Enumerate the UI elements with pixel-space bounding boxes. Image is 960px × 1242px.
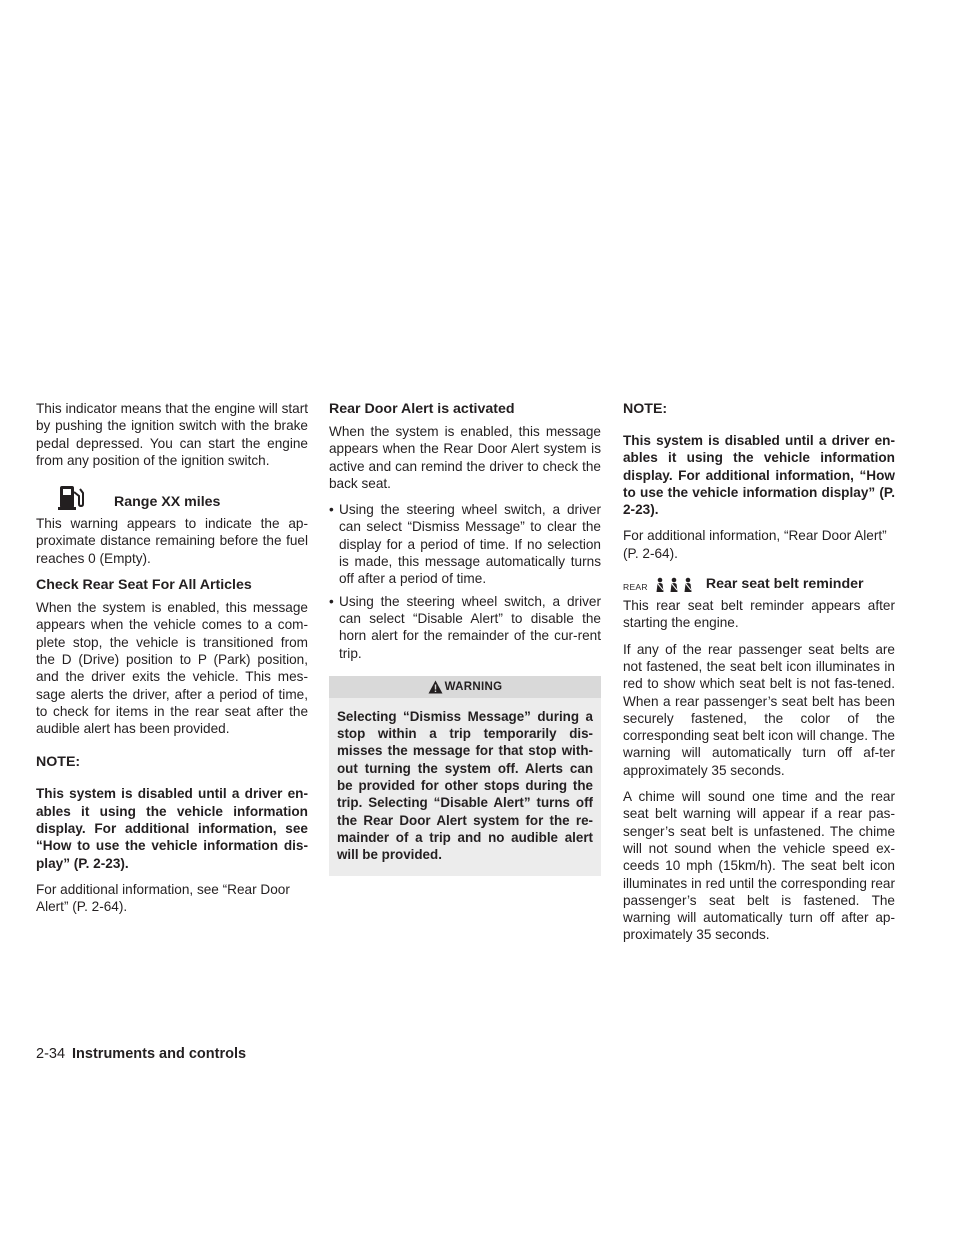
warning-triangle-icon: [428, 680, 443, 694]
reminder-paragraph-3: A chime will sound one time and the rear seat belt warning will appear if a rear pas-senger’s seat belt is unfastened. The chime will not sound when the vehicle speed ex-ceeds 10 mph (15km/h). The seat belt icon illuminates in red until the corresponding rear passenger’s seat belt is fastened. The warning will automatically turn off after ap-proximately 35 seconds.: [623, 789, 895, 943]
note-paragraph: For additional information, “Rear Door Alert” (P. 2-64).: [623, 528, 887, 561]
seatbelt-person-icon: [654, 577, 696, 593]
range-title: Range XX miles: [114, 494, 221, 511]
rear-door-alert-paragraph: When the system is enabled, this message appears when the Rear Door Alert system is active and can remind the driver to check the back seat.: [329, 424, 601, 491]
list-item: • Using the steering wheel switch, a driver can select “Dismiss Message” to clear the display for a period of time. If no selection is made, this message automatically turns off after a period of time.: [329, 501, 601, 587]
rear-door-alert-heading: Rear Door Alert is activated: [329, 401, 515, 417]
intro-paragraph: This indicator means that the engine will start by pushing the ignition switch with the brake pedal depressed. You can start the engine from any position of the ignition switch.: [36, 401, 309, 468]
fuel-pump-icon: [58, 483, 84, 511]
list-item: • Using the steering wheel switch, a driver can select “Disable Alert” to disable the horn alert for the remainder of the cur-rent trip.: [329, 593, 601, 662]
warning-text: Selecting “Dismiss Message” during a stop within a trip temporarily dis-misses the message for that stop with-out turning the system off. Alerts can be provided for other stops during the trip. Selecting “Disable Alert” turns off the Rear Door Alert system for the re-mainder of a trip and no audible alert will be provided.: [337, 708, 593, 863]
rear-icon-label: REAR: [623, 582, 648, 593]
warning-body: [329, 698, 601, 876]
reminder-paragraph-1: This rear seat belt reminder appears after starting the engine.: [623, 598, 895, 631]
check-rear-seat-heading: Check Rear Seat For All Articles: [36, 577, 252, 594]
column-middle: [329, 400, 601, 876]
range-heading: [36, 483, 308, 511]
rear-door-alert-list: [329, 501, 601, 662]
note-bold-paragraph: This system is disabled until a driver en-ables it using the vehicle information display. For additional information, see “How to use the vehicle information dis-play” (P. 2-23).: [36, 786, 308, 871]
rear-seatbelt-icon-group: [623, 573, 696, 593]
page-footer: [36, 1046, 246, 1062]
reminder-paragraph-2: If any of the rear passenger seat belts are not fastened, the seat belt icon illuminates in red to show which seat belt is not fas-tened. When a rear passenger’s seat belt has been securely fastened, the color of the corresponding seat belt icon will change. The warning will automatically turn off af-ter approximately 35 seconds.: [623, 641, 895, 778]
note-label: NOTE:: [36, 754, 81, 771]
column-right: [623, 400, 895, 953]
range-paragraph: This warning appears to indicate the ap-proximate distance remaining before the fuel reaches 0 (Empty).: [36, 516, 308, 566]
section-title: Instruments and controls: [72, 1046, 247, 1062]
warning-label: WARNING: [444, 680, 503, 693]
warning-header: [329, 676, 601, 698]
note-bold-paragraph: This system is disabled until a driver en-ables it using the vehicle information display. For additional information, “How to use the vehicle information display” (P. 2-23).: [623, 433, 895, 518]
note-label: NOTE:: [623, 401, 668, 417]
reminder-heading: [623, 571, 895, 593]
reminder-title: Rear seat belt reminder: [705, 576, 864, 593]
column-left: [36, 400, 308, 925]
page-number: 2-34: [36, 1046, 66, 1062]
check-rear-seat-paragraph: When the system is enabled, this message appears when the vehicle comes to a com-plete stop, the vehicle is transitioned from the D (Drive) position to P (Park) position, and the driver exits the vehicle. This mes-sage alerts the driver, after a period of time, to check for items in the rear seat after the audible alert has been provided.: [36, 600, 308, 737]
note-paragraph: For additional information, see “Rear Door Alert” (P. 2-64).: [36, 881, 290, 915]
